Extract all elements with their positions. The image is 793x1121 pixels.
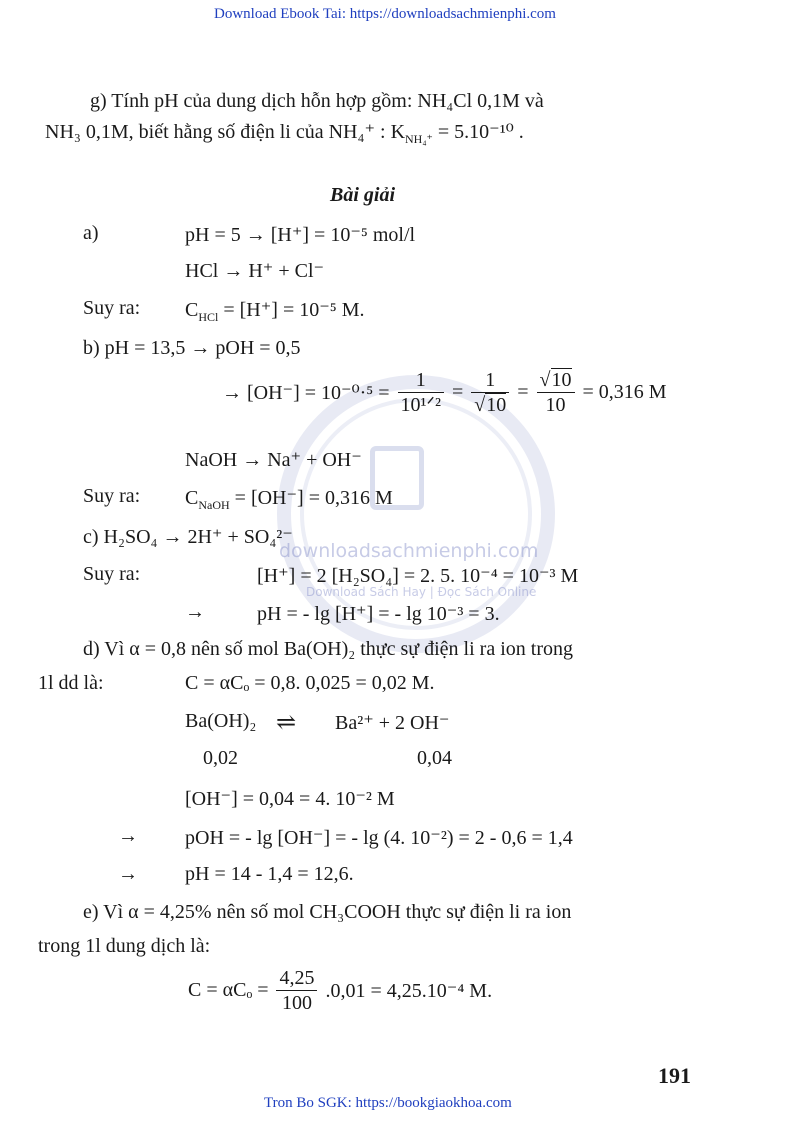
page-number: 191 [658,1063,691,1088]
part-d-eq-left: Ba(OH)₂ [185,710,257,732]
part-b-suyra: Suy ra: [83,485,141,507]
part-e-line2: trong 1l dung dịch là: [38,935,211,957]
part-d-line1: d) Vì α = 0,8 nên số mol Ba(OH)₂ thực sự điện li ra ion trong [83,638,573,660]
watermark-subtext: Download Sách Hay | Đọc Sách Online [306,585,537,599]
solution-title: Bài giải [330,184,396,206]
part-d-label2: 1l dd là: [38,672,104,694]
problem-g-line1: g) Tính pH của dung dịch hỗn hợp gồm: NH₄Cl 0,1M và [90,90,544,112]
part-d-conc-right: 0,04 [417,747,452,769]
part-d-line6: pOH = - lg [OH⁻] = - lg (4. 10⁻²) = 2 - 0,6 = 1,4 [185,827,573,849]
fraction-3: $\frac{√10}{10}$ [537,368,575,417]
part-a-label: a) [83,222,99,244]
fraction-2: $\frac{1}{√10}$ [471,368,509,417]
part-d-line5: [OH⁻] = 0,04 = 4. 10⁻² M [185,788,395,810]
equilibrium-arrow: ⇌ [276,710,297,736]
part-c-line2: [H⁺] = 2 [H₂SO₄] = 2. 5. 10⁻⁴ = 10⁻³ M [257,565,579,587]
part-d-eq-right: Ba²⁺ + 2 OH⁻ [335,712,450,734]
part-b-line3: NaOH → Na⁺ + OH⁻ [185,449,362,471]
fraction-e: $\frac{4,25}{100}$ [276,966,317,1015]
part-b-line1: b) pH = 13,5 → pOH = 0,5 [83,337,301,359]
part-a-line2: HCl → H⁺ + Cl⁻ [185,260,325,282]
problem-g-line2: NH₃ 0,1M, biết hằng số điện li của NH₄⁺ : $K_{NH_4^+} = 5.10^{-10}$ . [45,121,524,146]
part-e-line3: C = αCₒ = $\frac{4,25}{100}$ .0,01 = 4,25.10⁻⁴ M. [188,967,493,1014]
part-a-line1: pH = 5 → [H⁺] = 10⁻⁵ mol/l [185,224,416,246]
part-d-conc-left: 0,02 [203,747,238,769]
part-c-suyra: Suy ra: [83,563,141,585]
part-a-suyra: Suy ra: [83,297,141,319]
part-c-line3: pH = - lg [H⁺] = - lg 10⁻³ = 3. [257,603,500,625]
header-link[interactable]: Download Ebook Tai: https://downloadsachmienphi.com [214,6,556,22]
part-c-arrow: → [185,601,205,623]
part-d-arrow2: → [118,863,138,885]
footer-link[interactable]: Tron Bo SGK: https://bookgiaokhoa.com [264,1095,512,1111]
part-a-line3: $C_{HCl} = [H^+] = 10^{-5}$ M. [185,299,365,324]
part-b-line4: $C_{NaOH} = [OH^-] = 0,316$ M [185,487,393,512]
watermark-text: downloadsachmienphi.com [279,540,539,562]
part-d-line7: pH = 14 - 1,4 = 12,6. [185,863,354,885]
part-c-line1: c) H₂SO₄ → 2H⁺ + SO₄²⁻ [83,526,293,548]
part-d-line2: C = αCₒ = 0,8. 0,025 = 0,02 M. [185,672,435,694]
fraction-1: $\frac{1}{\text{10¹ᐟ²}}$ [398,368,444,417]
part-b-line2: → [OH⁻] = 10⁻⁰·⁵ = $\frac{1}{\text{10¹ᐟ²}}$ = $\frac{1}{√10}$ = $\frac{√10}{10}$ = 0,316 M [222,369,667,416]
part-d-arrow1: → [118,825,138,847]
part-e-line1: e) Vì α = 4,25% nên số mol CH₃COOH thực sự điện li ra ion [83,901,572,923]
